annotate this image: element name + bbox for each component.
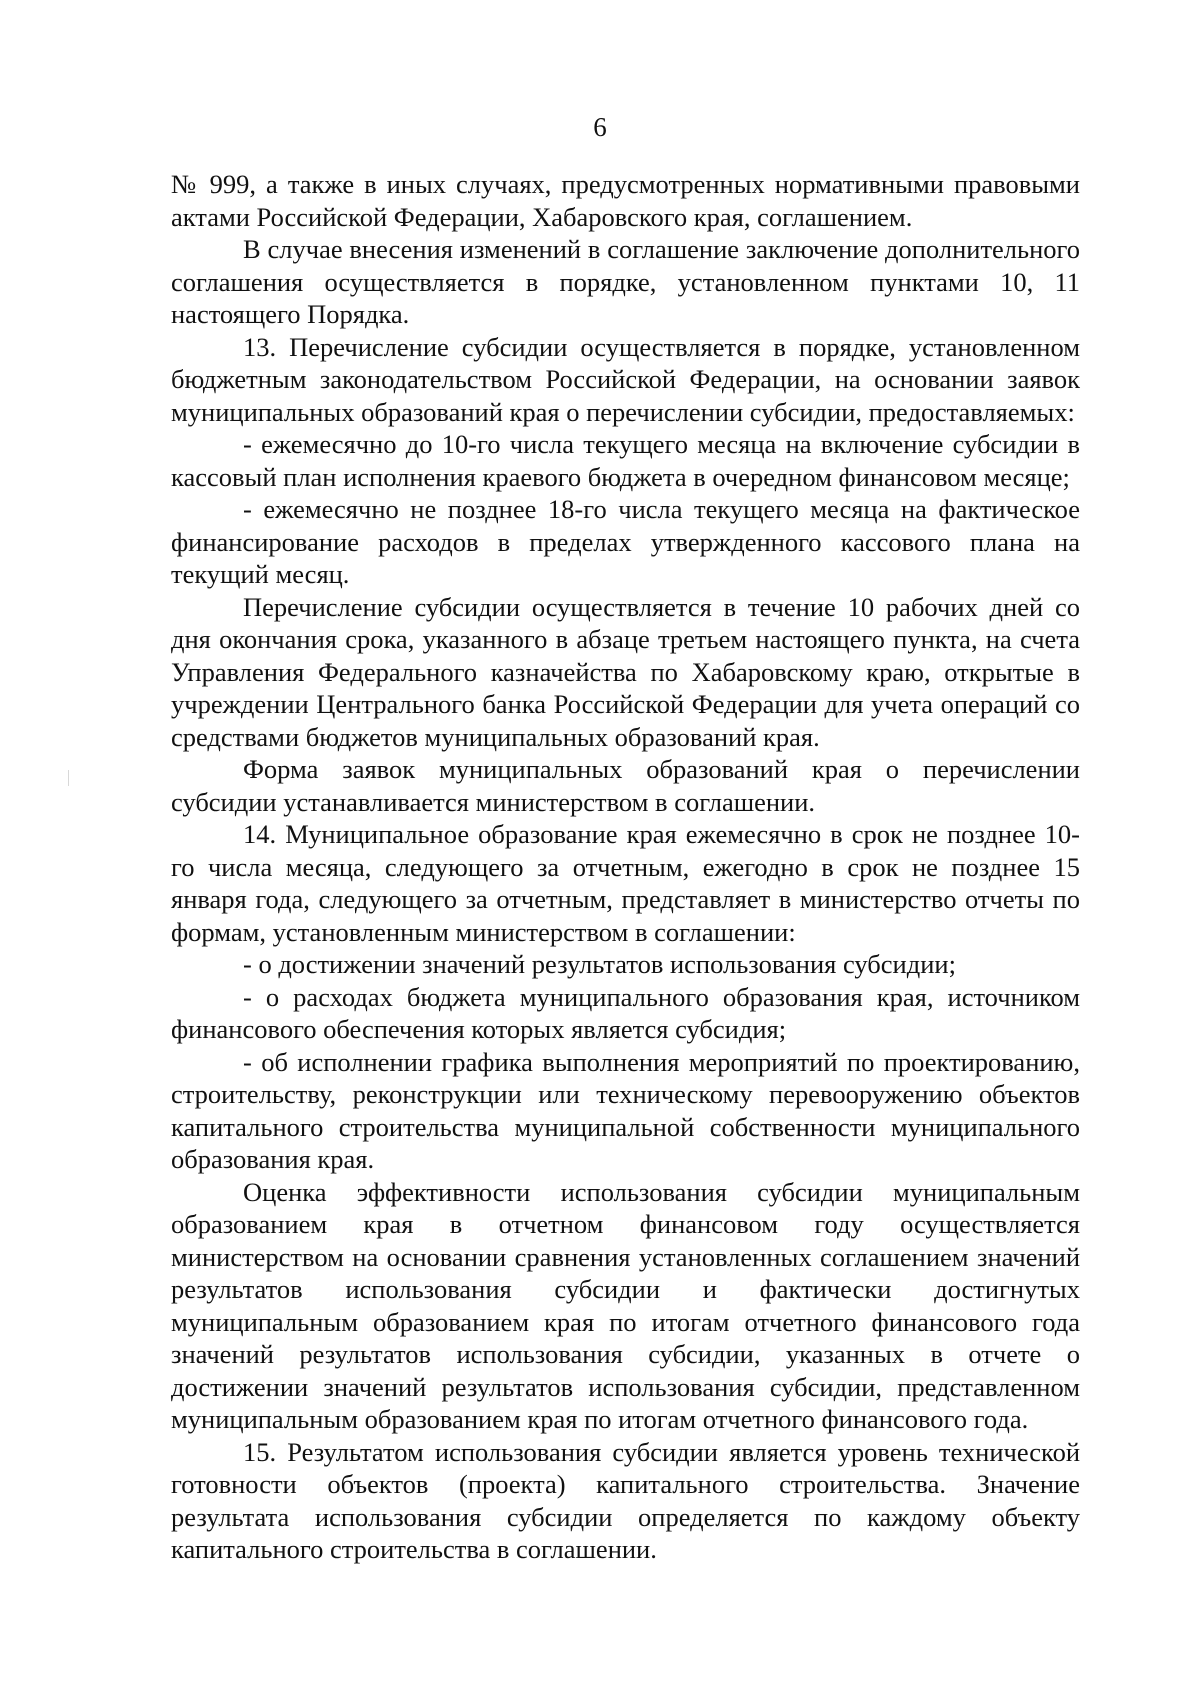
margin-mark xyxy=(68,770,69,786)
list-item-monthly-18: - ежемесячно не позднее 18-го числа текущего месяца на фактическое финансирование расходов в пределах утвержденного кассового плана на текущий месяц. xyxy=(171,494,1080,589)
list-item-expenses: - о расходах бюджета муниципального образования края, источником финансового обеспечения которых является субсидия; xyxy=(171,981,1080,1044)
paragraph-transfer: Перечисление субсидии осуществляется в течение 10 рабочих дней со дня окончания срока, указанного в абзаце третьем настоящего пункта, на счета Управления Федерального казначейства по Хабаровскому краю, открытые в учреждении Центрального банка Российской Федерации для учета операций со средствами бюджетов муниципальных образований края. xyxy=(171,591,1080,752)
paragraph-efficiency: Оценка эффективности использования субсидии муниципальным образованием края в отчетном финансовом году осуществляется министерством на основании сравнения установленных соглашением значений результатов использования субсидии и фактически достигнутых муниципальным образованием края по итогам отчетного финансового года значений результатов использования субсидии, указанных в отчете о достижении значений результатов использования субсидии, представленном муниципальным образованием края по итогам отчетного финансового года. xyxy=(171,1176,1080,1434)
paragraph-application-form: Форма заявок муниципальных образований края о перечислении субсидии устанавливается министерством в соглашении. xyxy=(171,754,1080,817)
list-item-schedule: - об исполнении графика выполнения мероприятий по проектированию, строительству, реконструкции или техническому перевооружению объектов капитального строительства муниципальной собственности муниципального образования края. xyxy=(171,1046,1080,1174)
list-item-results: - о достижении значений результатов использования субсидии; xyxy=(243,949,956,979)
paragraph-amendment: В случае внесения изменений в соглашение заключение дополнительного соглашения осуществляется в порядке, установленном пунктами 10, 11 настоящего Порядка. xyxy=(171,234,1080,329)
page-number: 6 xyxy=(593,112,607,142)
paragraph-15: 15. Результатом использования субсидии является уровень технической готовности объектов (проекта) капитального строительства. Значение результата использования субсидии определяется по каждому объекту капитального строительства в соглашении. xyxy=(171,1436,1080,1564)
paragraph-13: 13. Перечисление субсидии осуществляется в порядке, установленном бюджетным законодательством Российской Федерации, на основании заявок муниципальных образований края о перечислении субсидии, предоставляемых: xyxy=(171,331,1080,427)
paragraph-14: 14. Муниципальное образование края ежемесячно в срок не позднее 10-го числа месяца, следующего за отчетным, ежегодно в срок не позднее 15 января года, следующего за отчетным, представляет в министерство отчеты по формам, установленным министерством в соглашении: xyxy=(171,819,1080,947)
list-item-monthly-10: - ежемесячно до 10-го числа текущего месяца на включение субсидии в кассовый план исполнения краевого бюджета в очередном финансовом месяце; xyxy=(171,429,1080,492)
document-body xyxy=(171,168,1080,1566)
paragraph-continuation: № 999, а также в иных случаях, предусмотренных нормативными правовыми актами Российской Федерации, Хабаровского края, соглашением. xyxy=(171,169,1080,232)
